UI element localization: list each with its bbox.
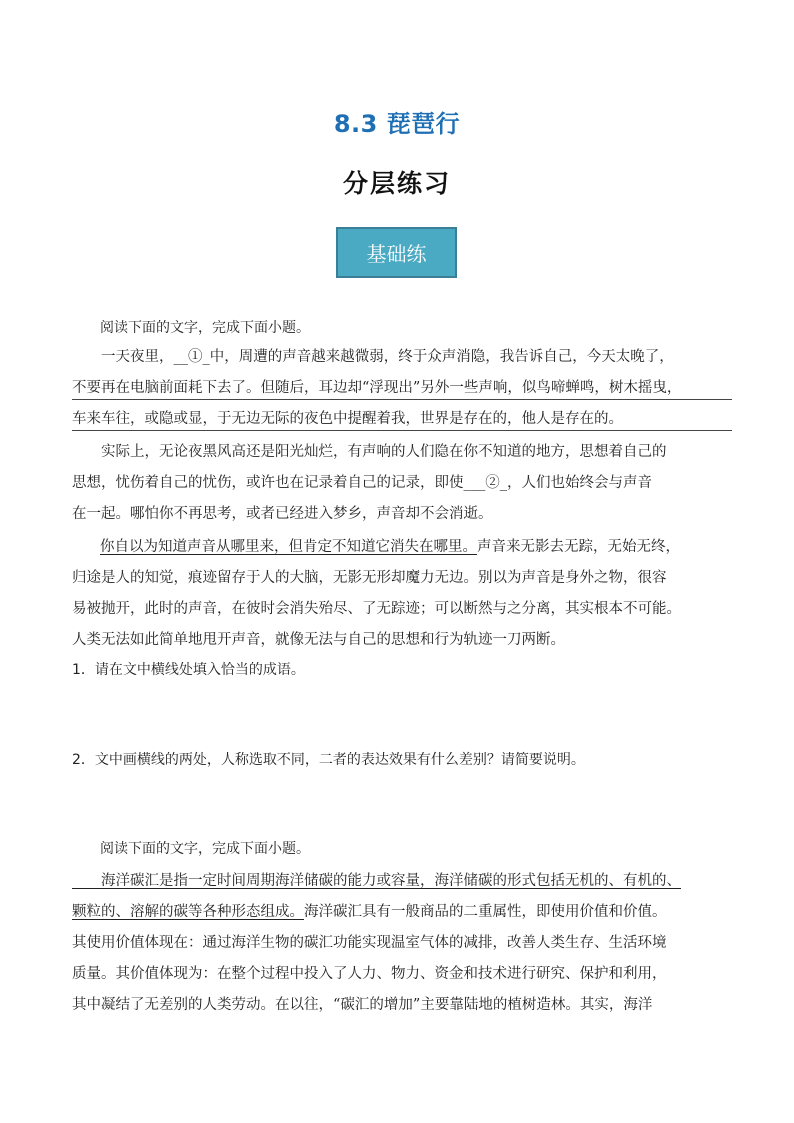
- page-title: 8.3 琵琶行: [333, 110, 461, 138]
- passage2-line-1: [72, 871, 681, 891]
- underlined-sentence: 海洋碳汇是指一定时间周期海洋储碳的能力或容量，海洋储碳的形式包括无机的、有机的、: [72, 873, 681, 889]
- passage1-line-6: 在一起。哪怕你不再思考，或者已经进入梦乡，声音却不会消逝。: [72, 506, 493, 522]
- section2-intro: 阅读下面的文字，完成下面小题。: [100, 841, 310, 857]
- question-1: 1．请在文中横线处填入恰当的成语。: [72, 662, 305, 678]
- passage2-line-5: 其中凝结了无差别的人类劳动。在以往，“碳汇的增加”主要靠陆地的植树造林。其实，海洋: [72, 997, 653, 1013]
- passage1-line-9: 易被抛开，此时的声音，在彼时会消失殆尽、了无踪迹；可以断然与之分离，其实根本不可能。: [72, 601, 681, 617]
- section-badge: 基础练: [336, 227, 457, 278]
- passage1-line-7a: [100, 537, 680, 557]
- underline-rule: [72, 399, 732, 400]
- passage2-line-3: 其使用价值体现在：通过海洋生物的碳汇功能实现温室气体的减排，改善人类生存、生活环境: [72, 935, 667, 951]
- underline-rule: [72, 430, 732, 431]
- passage2-line-4: 质量。其价值体现为：在整个过程中投入了人力、物力、资金和技术进行研究、保护和利用，: [72, 966, 667, 982]
- underlined-sentence: 你自以为知道声音从哪里来，但肯定不知道它消失在哪里。: [100, 539, 477, 555]
- section1-intro: 阅读下面的文字，完成下面小题。: [100, 320, 310, 336]
- passage1-line-8: 归途是人的知觉，痕迹留存于人的大脑，无影无形却魔力无边。别以为声音是身外之物，很容: [72, 570, 667, 586]
- passage1-line-10: 人类无法如此简单地甩开声音，就像无法与自己的思想和行为轨迹一刀两断。: [72, 632, 565, 648]
- question-2: 2．文中画横线的两处，人称选取不同，二者的表达效果有什么差别？请简要说明。: [72, 752, 585, 768]
- passage1-line-4: 实际上，无论夜黑风高还是阳光灿烂，有声响的人们隐在你不知道的地方，思想着自己的: [72, 444, 667, 460]
- passage1-line-3: 车来车往，或隐或显，于无边无际的夜色中提醒着我，世界是存在的，他人是存在的。: [72, 411, 623, 427]
- passage2-line-2b: 海洋碳汇具有一般商品的二重属性，即使用价值和价值。: [304, 904, 667, 920]
- passage1-line-7b: 声音来无影去无踪，无始无终，: [477, 539, 680, 555]
- underlined-sentence: 颗粒的、溶解的碳等各种形态组成。: [72, 904, 304, 920]
- passage1-line-2: 不要再在电脑前面耗下去了。但随后，耳边却“浮现出”另外一些声响，似鸟啼蝉鸣，树木摇曳，: [72, 380, 682, 396]
- passage2-line-2: [72, 902, 667, 922]
- passage1-line-5: 思想，忧伤着自己的忧伤，或许也在记录着自己的记录，即使___②_，人们也始终会与声音: [72, 475, 652, 491]
- page-subtitle: 分层练习: [342, 169, 451, 198]
- passage1-line-1: 一天夜里，__①_中，周遭的声音越来越微弱，终于众声消隐，我告诉自己，今天太晚了，: [72, 349, 674, 365]
